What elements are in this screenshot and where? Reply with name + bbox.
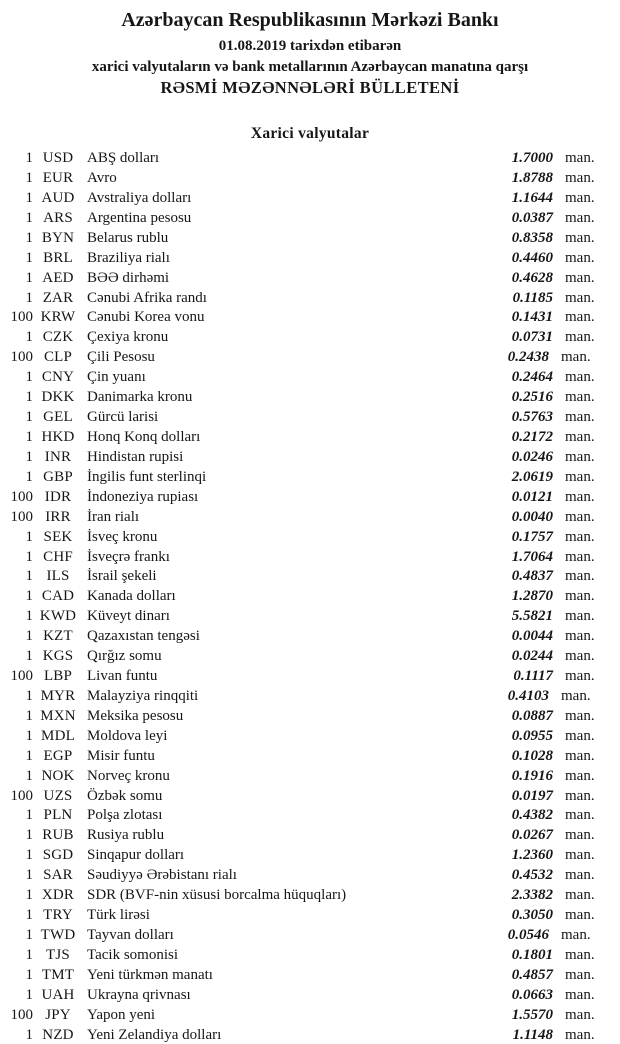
- quantity-cell: 1: [25, 289, 33, 306]
- unit-label-cell: man.: [565, 907, 595, 924]
- quantity-cell: 1: [25, 229, 33, 246]
- currency-code-cell: UZS: [43, 787, 73, 804]
- unit-label-cell: man.: [565, 269, 595, 286]
- quantity-cell: 1: [25, 867, 33, 884]
- currency-code-cell: MXN: [40, 707, 76, 724]
- rate-value-cell: 0.0267: [511, 827, 553, 844]
- rate-value-cell: 0.4103: [507, 687, 549, 704]
- table-row: [0, 188, 620, 208]
- rate-value-cell: 2.3382: [511, 887, 553, 904]
- table-row: [0, 926, 620, 946]
- unit-label-cell: man.: [565, 229, 595, 246]
- table-row: [0, 786, 620, 806]
- rate-value-cell: 0.0387: [511, 209, 553, 226]
- quantity-cell: 100: [10, 488, 33, 505]
- rate-value-cell: 0.0955: [511, 727, 553, 744]
- table-row: [0, 567, 620, 587]
- currency-code-cell: LBP: [43, 668, 73, 685]
- currency-name-cell: Polşa zlotası: [87, 807, 163, 824]
- table-row: [0, 706, 620, 726]
- effective-date-suffix: tarixdən etibarən: [290, 38, 402, 54]
- currency-name-cell: Malayziya rinqqiti: [87, 687, 199, 704]
- quantity-cell: 100: [10, 508, 33, 525]
- table-row: [0, 149, 620, 169]
- currency-name-cell: Sinqapur dolları: [87, 847, 185, 864]
- rate-value-cell: 0.2516: [511, 389, 553, 406]
- table-row: [0, 846, 620, 866]
- currency-name-cell: BƏƏ dirhəmi: [87, 269, 170, 286]
- unit-label-cell: man.: [565, 1006, 595, 1023]
- currency-name-cell: Qırğız somu: [87, 648, 162, 665]
- rate-value-cell: 0.1916: [511, 767, 553, 784]
- currency-name-cell: Braziliya rialı: [87, 249, 170, 266]
- unit-label-cell: man.: [565, 847, 595, 864]
- currency-code-cell: IRR: [45, 508, 71, 525]
- table-row: [0, 268, 620, 288]
- currency-code-cell: TJS: [46, 946, 70, 963]
- currency-code-cell: BRL: [43, 249, 73, 266]
- table-row: [0, 1025, 620, 1044]
- quantity-cell: 100: [10, 349, 33, 366]
- currency-name-cell: ABŞ dolları: [87, 150, 160, 167]
- rate-value-cell: 0.0197: [511, 787, 553, 804]
- currency-name-cell: Türk lirəsi: [87, 907, 150, 924]
- unit-label-cell: man.: [565, 887, 595, 904]
- currency-name-cell: Honq Konq dolları: [87, 428, 201, 445]
- currency-name-cell: Ukrayna qrivnası: [87, 986, 191, 1003]
- currency-name-cell: Yeni türkmən manatı: [87, 966, 213, 983]
- currency-code-cell: MDL: [41, 727, 75, 744]
- rate-value-cell: 0.1431: [511, 309, 553, 326]
- exchange-rates-table: [0, 149, 620, 1044]
- quantity-cell: 1: [25, 887, 33, 904]
- effective-date-line: [0, 37, 620, 55]
- rate-value-cell: 0.8358: [511, 229, 553, 246]
- rate-value-cell: 0.0244: [511, 648, 553, 665]
- unit-label-cell: man.: [565, 428, 595, 445]
- table-row: [0, 228, 620, 248]
- currency-name-cell: SDR (BVF-nin xüsusi borcalma hüquqları): [87, 887, 347, 904]
- quantity-cell: 1: [25, 588, 33, 605]
- table-row: [0, 866, 620, 886]
- table-row: [0, 467, 620, 487]
- unit-label-cell: man.: [561, 927, 591, 944]
- currency-code-cell: KGS: [42, 648, 74, 665]
- table-row: [0, 945, 620, 965]
- table-row: [0, 607, 620, 627]
- currency-name-cell: Yapon yeni: [87, 1006, 156, 1023]
- rate-value-cell: 0.4382: [511, 807, 553, 824]
- currency-name-cell: Özbək somu: [87, 787, 163, 804]
- rate-value-cell: 0.1185: [512, 289, 553, 306]
- quantity-cell: 100: [10, 1006, 33, 1023]
- bulletin-title: RƏSMİ MƏZƏNNƏLƏRİ BÜLLETENİ: [160, 78, 460, 97]
- rate-value-cell: 0.4628: [511, 269, 553, 286]
- unit-label-cell: man.: [565, 488, 595, 505]
- table-row: [0, 547, 620, 567]
- quantity-cell: 1: [25, 528, 33, 545]
- quantity-cell: 100: [10, 668, 33, 685]
- currency-name-cell: Kanada dolları: [87, 588, 176, 605]
- unit-label-cell: man.: [565, 787, 595, 804]
- quantity-cell: 1: [25, 409, 33, 426]
- table-row: [0, 627, 620, 647]
- quantity-cell: 1: [25, 986, 33, 1003]
- table-row: [0, 169, 620, 189]
- currency-code-cell: BYN: [41, 229, 75, 246]
- currency-name-cell: Livan funtu: [87, 668, 158, 685]
- rate-value-cell: 0.0887: [511, 707, 553, 724]
- rate-value-cell: 1.8788: [511, 169, 553, 186]
- currency-code-cell: USD: [42, 150, 74, 167]
- currency-code-cell: SGD: [42, 847, 74, 864]
- rate-value-cell: 0.0044: [511, 628, 553, 645]
- currency-code-cell: JPY: [45, 1006, 71, 1023]
- rate-value-cell: 0.0546: [507, 927, 549, 944]
- rate-value-cell: 0.3050: [511, 907, 553, 924]
- currency-code-cell: AED: [42, 269, 74, 286]
- currency-code-cell: IDR: [44, 488, 72, 505]
- quantity-cell: 1: [25, 648, 33, 665]
- rate-value-cell: 1.7064: [511, 548, 553, 565]
- table-row: [0, 248, 620, 268]
- currency-code-cell: CLP: [43, 349, 73, 366]
- quantity-cell: 1: [25, 608, 33, 625]
- unit-label-cell: man.: [565, 289, 595, 306]
- currency-name-cell: Avstraliya dolları: [87, 189, 192, 206]
- unit-label-cell: man.: [565, 608, 595, 625]
- quantity-cell: 1: [25, 249, 33, 266]
- currency-code-cell: CHF: [43, 548, 73, 565]
- rate-value-cell: 0.2464: [511, 369, 553, 386]
- rate-value-cell: 2.0619: [511, 468, 553, 485]
- unit-label-cell: man.: [565, 986, 595, 1003]
- effective-date: 01.08.2019: [218, 38, 287, 54]
- currency-name-cell: Misir funtu: [87, 747, 155, 764]
- table-row: [0, 647, 620, 667]
- unit-label-cell: man.: [565, 867, 595, 884]
- bulletin-header: [0, 0, 620, 98]
- quantity-cell: 1: [25, 767, 33, 784]
- currency-name-cell: Belarus rublu: [87, 229, 169, 246]
- unit-label-cell: man.: [565, 309, 595, 326]
- quantity-cell: 1: [25, 389, 33, 406]
- currency-name-cell: Norveç kronu: [87, 767, 170, 784]
- rate-value-cell: 0.4532: [511, 867, 553, 884]
- currency-code-cell: CNY: [41, 369, 75, 386]
- currency-code-cell: EGP: [43, 747, 73, 764]
- rate-value-cell: 0.4857: [511, 966, 553, 983]
- currency-code-cell: RUB: [42, 827, 74, 844]
- currency-code-cell: TWD: [40, 927, 76, 944]
- unit-label-cell: man.: [565, 807, 595, 824]
- currency-name-cell: İsveç kronu: [87, 528, 158, 545]
- unit-label-cell: man.: [565, 150, 595, 167]
- table-row: [0, 527, 620, 547]
- unit-label-cell: man.: [565, 548, 595, 565]
- quantity-cell: 1: [25, 1026, 33, 1043]
- currency-name-cell: Danimarka kronu: [87, 389, 193, 406]
- unit-label-cell: man.: [565, 707, 595, 724]
- currency-code-cell: EUR: [42, 169, 74, 186]
- currency-name-cell: İndoneziya rupiası: [87, 488, 199, 505]
- quantity-cell: 1: [25, 189, 33, 206]
- unit-label-cell: man.: [565, 249, 595, 266]
- rate-value-cell: 0.1757: [511, 528, 553, 545]
- unit-label-cell: man.: [565, 628, 595, 645]
- unit-label-cell: man.: [561, 687, 591, 704]
- quantity-cell: 1: [25, 946, 33, 963]
- quantity-cell: 1: [25, 827, 33, 844]
- rate-value-cell: 0.4460: [511, 249, 553, 266]
- unit-label-cell: man.: [565, 668, 595, 685]
- currency-name-cell: Hindistan rupisi: [87, 448, 184, 465]
- rate-value-cell: 0.5763: [511, 409, 553, 426]
- currency-code-cell: ARS: [43, 209, 73, 226]
- unit-label-cell: man.: [565, 767, 595, 784]
- table-row: [0, 667, 620, 687]
- quantity-cell: 1: [25, 209, 33, 226]
- currency-name-cell: Tacik somonisi: [87, 946, 179, 963]
- quantity-cell: 1: [25, 807, 33, 824]
- currency-name-cell: İran rialı: [87, 508, 140, 525]
- quantity-cell: 1: [25, 727, 33, 744]
- unit-label-cell: man.: [565, 727, 595, 744]
- currency-name-cell: Küveyt dinarı: [87, 608, 170, 625]
- quantity-cell: 1: [25, 428, 33, 445]
- table-row: [0, 447, 620, 467]
- currency-name-cell: Çin yuanı: [87, 369, 146, 386]
- currency-code-cell: TRY: [43, 907, 73, 924]
- table-row: [0, 985, 620, 1005]
- table-row: [0, 766, 620, 786]
- currency-name-cell: Qazaxıstan tengəsi: [87, 628, 200, 645]
- table-row: [0, 487, 620, 507]
- currency-name-cell: Avro: [87, 169, 117, 186]
- quantity-cell: 1: [25, 369, 33, 386]
- currency-code-cell: NOK: [41, 767, 75, 784]
- currency-name-cell: Cənubi Korea vonu: [87, 309, 205, 326]
- rate-value-cell: 1.1644: [511, 189, 553, 206]
- unit-label-cell: man.: [565, 827, 595, 844]
- unit-label-cell: man.: [561, 349, 591, 366]
- rate-value-cell: 0.0731: [511, 329, 553, 346]
- currency-code-cell: TMT: [41, 966, 75, 983]
- rate-value-cell: 0.2172: [511, 428, 553, 445]
- quantity-cell: 1: [25, 707, 33, 724]
- quantity-cell: 1: [25, 628, 33, 645]
- currency-name-cell: İsrail şekeli: [87, 568, 157, 585]
- table-row: [0, 826, 620, 846]
- table-row: [0, 308, 620, 328]
- unit-label-cell: man.: [565, 508, 595, 525]
- table-row: [0, 348, 620, 368]
- quantity-cell: 100: [10, 309, 33, 326]
- currency-code-cell: ILS: [46, 568, 70, 585]
- table-row: [0, 368, 620, 388]
- currency-code-cell: GBP: [43, 468, 73, 485]
- table-row: [0, 806, 620, 826]
- currency-name-cell: İngilis funt sterlinqi: [87, 468, 207, 485]
- quantity-cell: 1: [25, 448, 33, 465]
- unit-label-cell: man.: [565, 966, 595, 983]
- table-row: [0, 965, 620, 985]
- currency-code-cell: MYR: [40, 687, 76, 704]
- rate-value-cell: 0.0663: [511, 986, 553, 1003]
- table-row: [0, 726, 620, 746]
- unit-label-cell: man.: [565, 209, 595, 226]
- currency-name-cell: Yeni Zelandiya dolları: [87, 1026, 222, 1043]
- rate-value-cell: 0.1028: [511, 747, 553, 764]
- table-row: [0, 408, 620, 428]
- unit-label-cell: man.: [565, 389, 595, 406]
- table-row: [0, 587, 620, 607]
- currency-code-cell: UAH: [41, 986, 75, 1003]
- currency-name-cell: Səudiyyə Ərəbistanı rialı: [87, 867, 237, 884]
- currency-code-cell: KRW: [40, 309, 76, 326]
- section-title-foreign-currencies: Xarici valyutalar: [250, 124, 370, 142]
- quantity-cell: 100: [10, 787, 33, 804]
- table-row: [0, 906, 620, 926]
- currency-code-cell: SEK: [43, 528, 73, 545]
- currency-code-cell: PLN: [43, 807, 73, 824]
- table-row: [0, 328, 620, 348]
- currency-name-cell: Argentina pesosu: [87, 209, 192, 226]
- quantity-cell: 1: [25, 966, 33, 983]
- currency-code-cell: INR: [44, 448, 72, 465]
- quantity-cell: 1: [25, 907, 33, 924]
- currency-name-cell: Moldova leyi: [87, 727, 168, 744]
- rate-value-cell: 1.7000: [511, 150, 553, 167]
- currency-name-cell: İsveçrə frankı: [87, 548, 170, 565]
- quantity-cell: 1: [25, 568, 33, 585]
- currency-name-cell: Çili Pesosu: [87, 349, 155, 366]
- quantity-cell: 1: [25, 169, 33, 186]
- currency-name-cell: Cənubi Afrika randı: [87, 289, 207, 306]
- currency-code-cell: NZD: [42, 1026, 74, 1043]
- unit-label-cell: man.: [565, 409, 595, 426]
- unit-label-cell: man.: [565, 1026, 595, 1043]
- unit-label-cell: man.: [565, 329, 595, 346]
- quantity-cell: 1: [25, 548, 33, 565]
- quantity-cell: 1: [25, 847, 33, 864]
- quantity-cell: 1: [25, 747, 33, 764]
- rate-value-cell: 0.4837: [511, 568, 553, 585]
- currency-name-cell: Tayvan dolları: [87, 927, 174, 944]
- table-row: [0, 886, 620, 906]
- currency-code-cell: XDR: [41, 887, 75, 904]
- currency-code-cell: ZAR: [42, 289, 74, 306]
- unit-label-cell: man.: [565, 588, 595, 605]
- quantity-cell: 1: [25, 329, 33, 346]
- table-row: [0, 288, 620, 308]
- quantity-cell: 1: [25, 687, 33, 704]
- currency-name-cell: Meksika pesosu: [87, 707, 184, 724]
- currency-code-cell: CAD: [41, 588, 75, 605]
- rate-value-cell: 0.1117: [513, 668, 553, 685]
- unit-label-cell: man.: [565, 169, 595, 186]
- unit-label-cell: man.: [565, 448, 595, 465]
- unit-label-cell: man.: [565, 468, 595, 485]
- currency-code-cell: SAR: [43, 867, 73, 884]
- rate-value-cell: 0.0040: [511, 508, 553, 525]
- currency-name-cell: Rusiya rublu: [87, 827, 165, 844]
- currency-code-cell: GEL: [43, 409, 73, 426]
- rate-value-cell: 0.0121: [511, 488, 553, 505]
- rate-value-cell: 1.1148: [512, 1026, 553, 1043]
- unit-label-cell: man.: [565, 648, 595, 665]
- rate-value-cell: 1.2360: [511, 847, 553, 864]
- currency-name-cell: Çexiya kronu: [87, 329, 169, 346]
- table-row: [0, 388, 620, 408]
- table-row: [0, 208, 620, 228]
- unit-label-cell: man.: [565, 946, 595, 963]
- unit-label-cell: man.: [565, 189, 595, 206]
- currency-code-cell: CZK: [42, 329, 74, 346]
- table-row: [0, 746, 620, 766]
- table-row: [0, 687, 620, 707]
- currency-name-cell: Gürcü larisi: [87, 409, 159, 426]
- rate-value-cell: 0.1801: [511, 946, 553, 963]
- quantity-cell: 1: [25, 150, 33, 167]
- currency-code-cell: HKD: [41, 428, 75, 445]
- rate-value-cell: 0.2438: [507, 349, 549, 366]
- table-row: [0, 1005, 620, 1025]
- unit-label-cell: man.: [565, 747, 595, 764]
- table-row: [0, 428, 620, 448]
- rate-value-cell: 1.5570: [511, 1006, 553, 1023]
- table-row: [0, 507, 620, 527]
- rate-value-cell: 0.0246: [511, 448, 553, 465]
- quantity-cell: 1: [25, 927, 33, 944]
- currency-code-cell: KZT: [43, 628, 73, 645]
- unit-label-cell: man.: [565, 568, 595, 585]
- bank-name-title: Azərbaycan Respublikasının Mərkəzi Bankı: [121, 9, 499, 31]
- quantity-cell: 1: [25, 468, 33, 485]
- currency-code-cell: AUD: [41, 189, 75, 206]
- bulletin-scope-line: xarici valyutaların və bank metallarının Azərbaycan manatına qarşı: [91, 59, 529, 75]
- rate-value-cell: 5.5821: [511, 608, 553, 625]
- quantity-cell: 1: [25, 269, 33, 286]
- currency-code-cell: DKK: [41, 389, 75, 406]
- currency-code-cell: KWD: [39, 608, 77, 625]
- unit-label-cell: man.: [565, 528, 595, 545]
- rate-value-cell: 1.2870: [511, 588, 553, 605]
- unit-label-cell: man.: [565, 369, 595, 386]
